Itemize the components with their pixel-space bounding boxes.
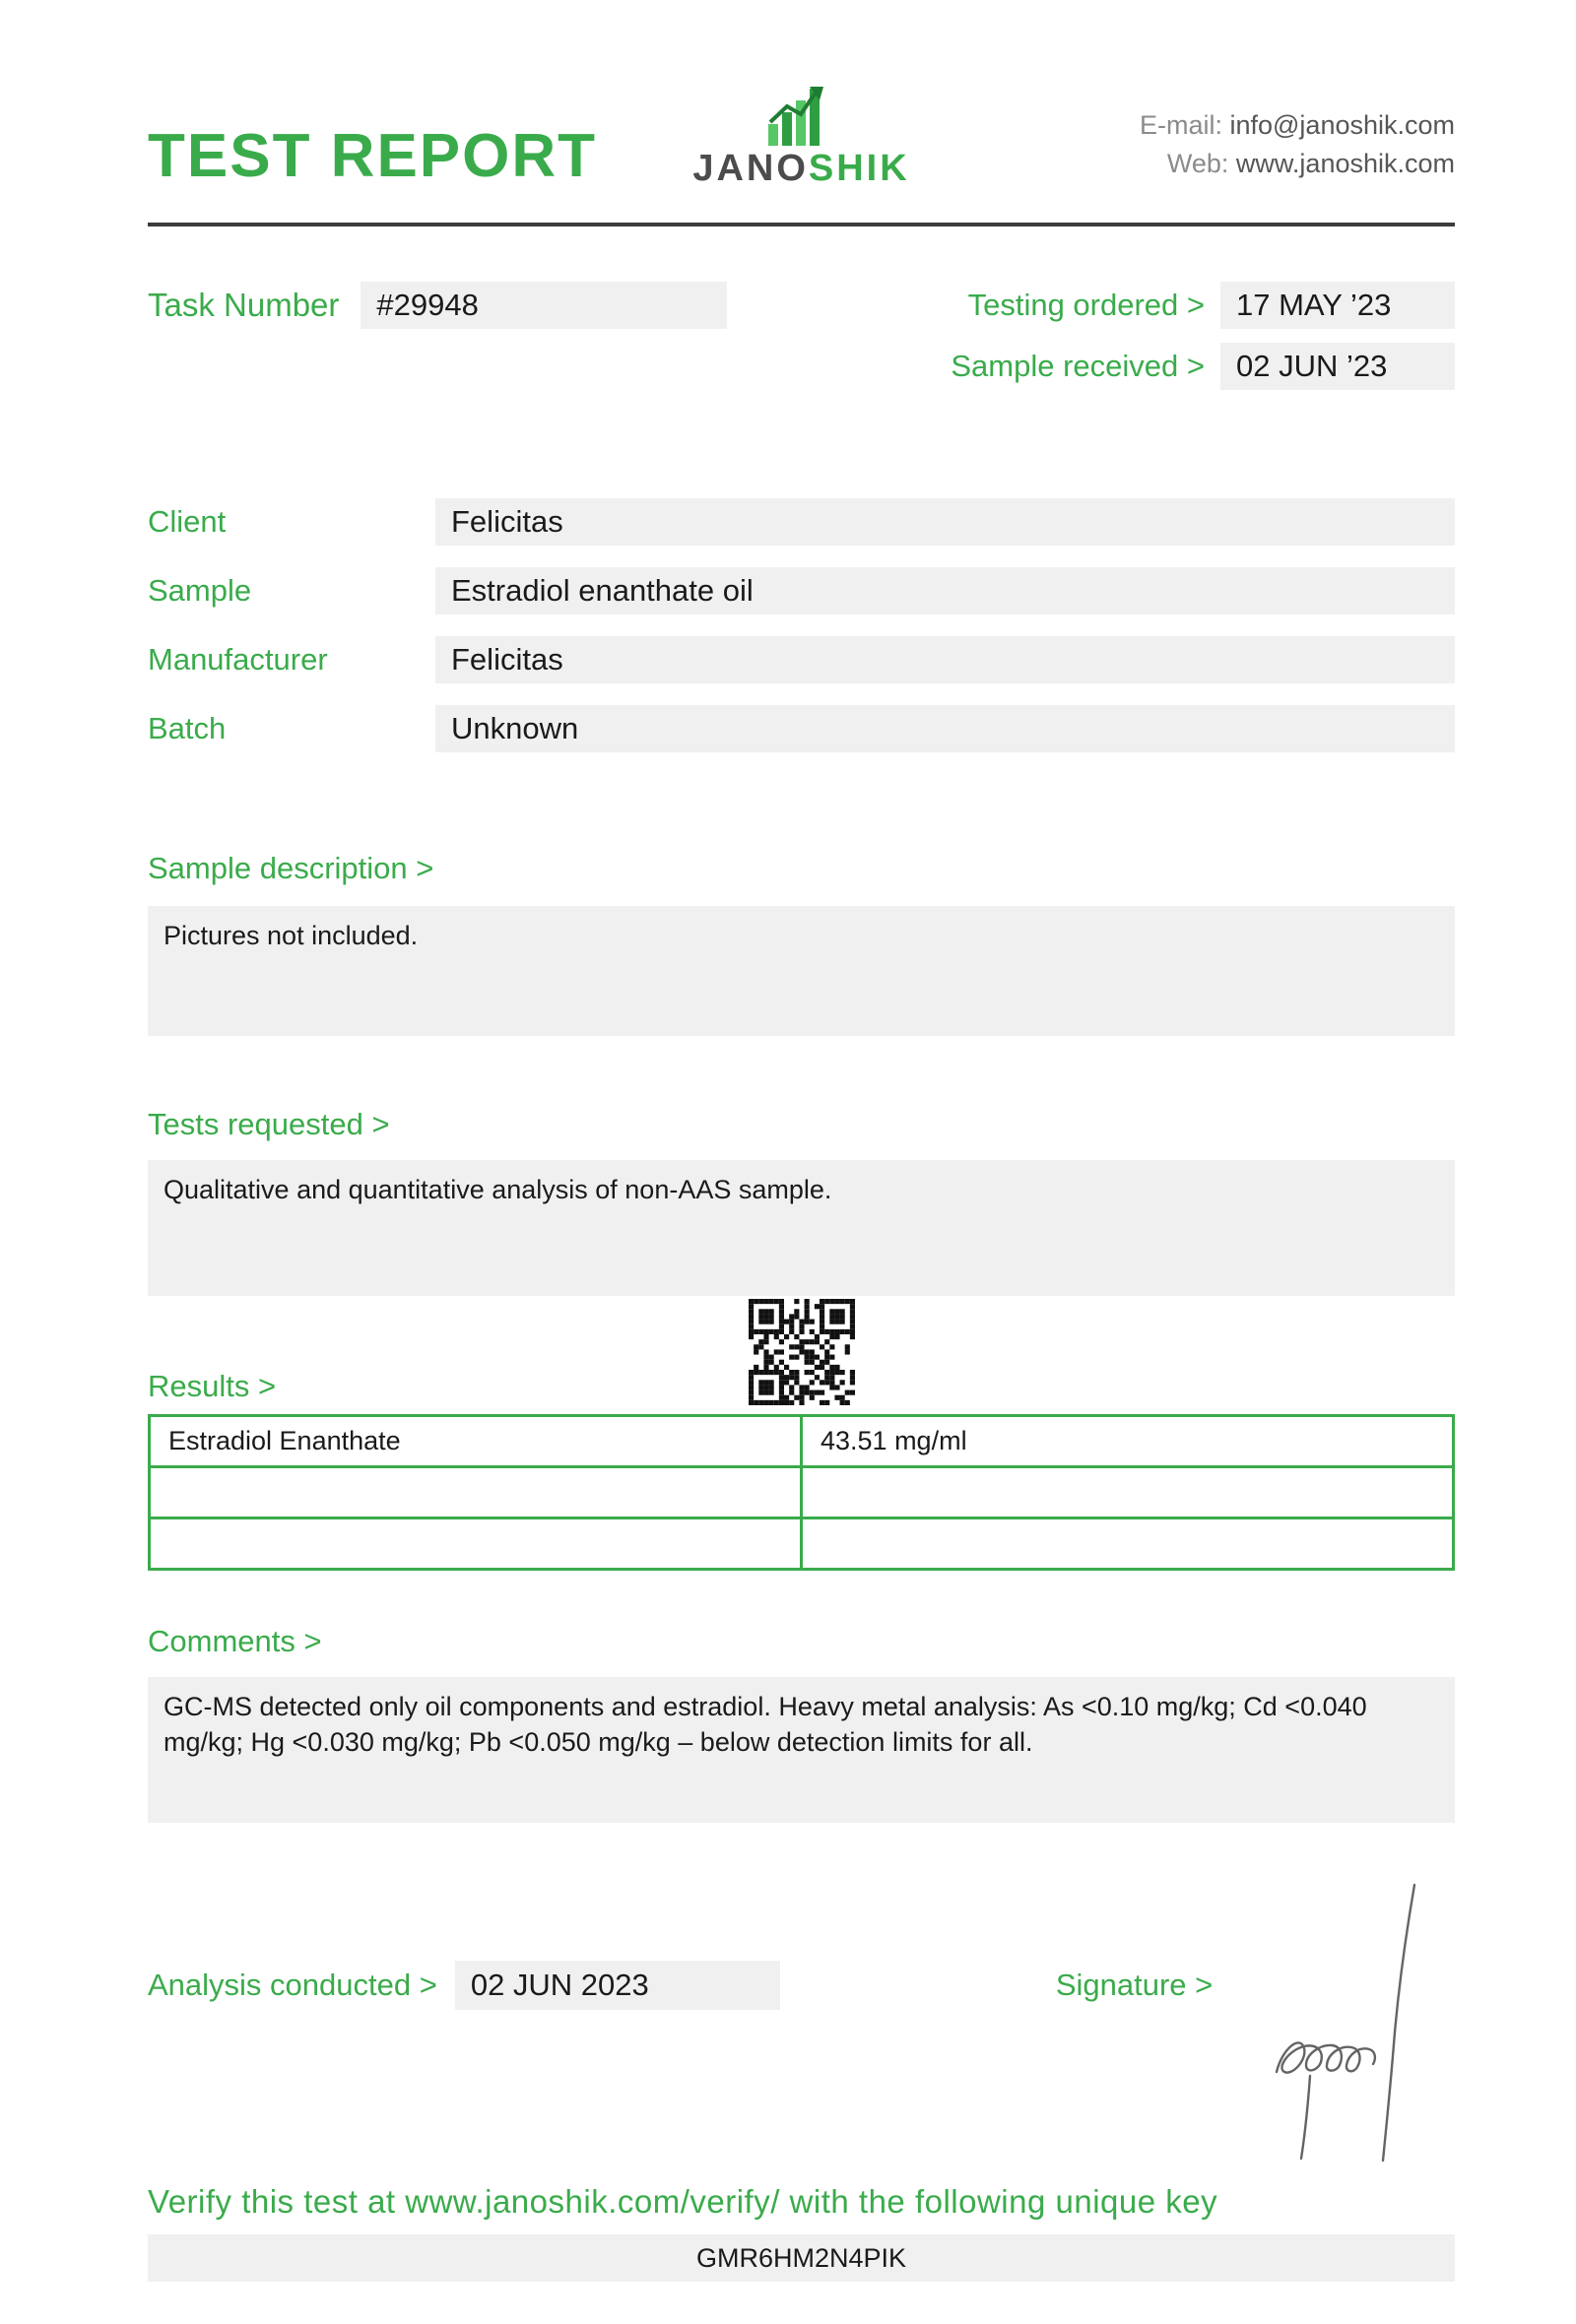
- info-section: [148, 498, 1455, 752]
- tests-requested-box: [148, 1160, 1455, 1296]
- verify-key: GMR6HM2N4PIK: [695, 2243, 907, 2273]
- verify-text: Verify this test at www.janoshik.com/verify/ with the following unique key: [148, 2183, 1218, 2220]
- testing-ordered-value: 17 MAY ’23: [1220, 282, 1455, 329]
- signature-label: Signature >: [1055, 1968, 1214, 2002]
- result-value: [802, 1518, 1454, 1570]
- page-title: TEST REPORT: [148, 122, 598, 190]
- info-row-batch: [148, 705, 1455, 752]
- results-table: [148, 1414, 1455, 1571]
- testing-ordered-label: Testing ordered >: [967, 288, 1205, 322]
- batch-value: Unknown: [435, 705, 1455, 752]
- web-label: Web:: [1166, 148, 1229, 178]
- web-line: [910, 145, 1455, 183]
- result-substance: [150, 1518, 802, 1570]
- logo-text: [692, 150, 909, 187]
- manufacturer-value: Felicitas: [435, 636, 1455, 683]
- result-value: 43.51 mg/ml: [802, 1416, 1454, 1467]
- sample-received-label: Sample received >: [951, 349, 1205, 383]
- comments-box: [148, 1677, 1455, 1823]
- testing-ordered-row: [968, 282, 1455, 329]
- results-heading: Results >: [148, 1369, 277, 1403]
- logo-text-jano: JANO: [692, 148, 809, 189]
- bar-chart-icon: [755, 85, 849, 146]
- signature-image: [1249, 1879, 1461, 2166]
- info-row-manufacturer: [148, 636, 1455, 683]
- results-row: [150, 1416, 1454, 1467]
- result-substance: Estradiol Enanthate: [150, 1416, 802, 1467]
- tests-requested-text: Qualitative and quantitative analysis of non-AAS sample.: [164, 1175, 832, 1204]
- logo-text-shik: SHIK: [808, 148, 910, 189]
- client-value: Felicitas: [435, 498, 1455, 546]
- task-section: [148, 282, 1455, 390]
- task-number-group: [148, 282, 727, 329]
- contact-info: [910, 106, 1455, 187]
- header-divider: [148, 223, 1455, 226]
- sample-description-text: Pictures not included.: [164, 921, 419, 950]
- janoshik-logo: [692, 85, 909, 187]
- results-row: [150, 1467, 1454, 1518]
- sample-description-box: [148, 906, 1455, 1036]
- qr-wrap: [749, 1299, 855, 1410]
- client-label: Client: [148, 504, 227, 539]
- dates-group: [951, 282, 1455, 390]
- verify-key-box: [148, 2234, 1455, 2282]
- task-number-label: Task Number: [148, 287, 340, 323]
- results-header: [148, 1300, 1455, 1414]
- qr-code: [749, 1299, 855, 1405]
- email-value: info@janoshik.com: [1229, 109, 1455, 140]
- sample-label: Sample: [148, 573, 252, 608]
- analysis-conducted-label: Analysis conducted >: [148, 1968, 437, 2002]
- task-number-value: #29948: [361, 282, 727, 329]
- sample-description-heading: Sample description >: [148, 851, 434, 885]
- sample-received-row: [951, 343, 1455, 390]
- info-row-sample: [148, 567, 1455, 614]
- info-row-client: [148, 498, 1455, 546]
- email-label: E-mail:: [1139, 109, 1222, 140]
- results-row: [150, 1518, 1454, 1570]
- result-value: [802, 1467, 1454, 1518]
- email-line: [910, 106, 1455, 145]
- sample-value: Estradiol enanthate oil: [435, 567, 1455, 614]
- sample-received-value: 02 JUN ’23: [1220, 343, 1455, 390]
- tests-requested-heading: Tests requested >: [148, 1107, 390, 1141]
- header: [148, 0, 1455, 190]
- comments-text: GC-MS detected only oil components and estradiol. Heavy metal analysis: As <0.10 mg/kg; Cd <0.040 mg/kg; Hg <0.030 mg/kg; Pb <0.050 mg/kg – below detection limits for all.: [164, 1692, 1367, 1758]
- manufacturer-label: Manufacturer: [148, 642, 328, 677]
- analysis-date-value: 02 JUN 2023: [455, 1961, 780, 2010]
- web-value: www.janoshik.com: [1235, 148, 1455, 178]
- result-substance: [150, 1467, 802, 1518]
- comments-heading: Comments >: [148, 1624, 322, 1658]
- batch-label: Batch: [148, 711, 227, 745]
